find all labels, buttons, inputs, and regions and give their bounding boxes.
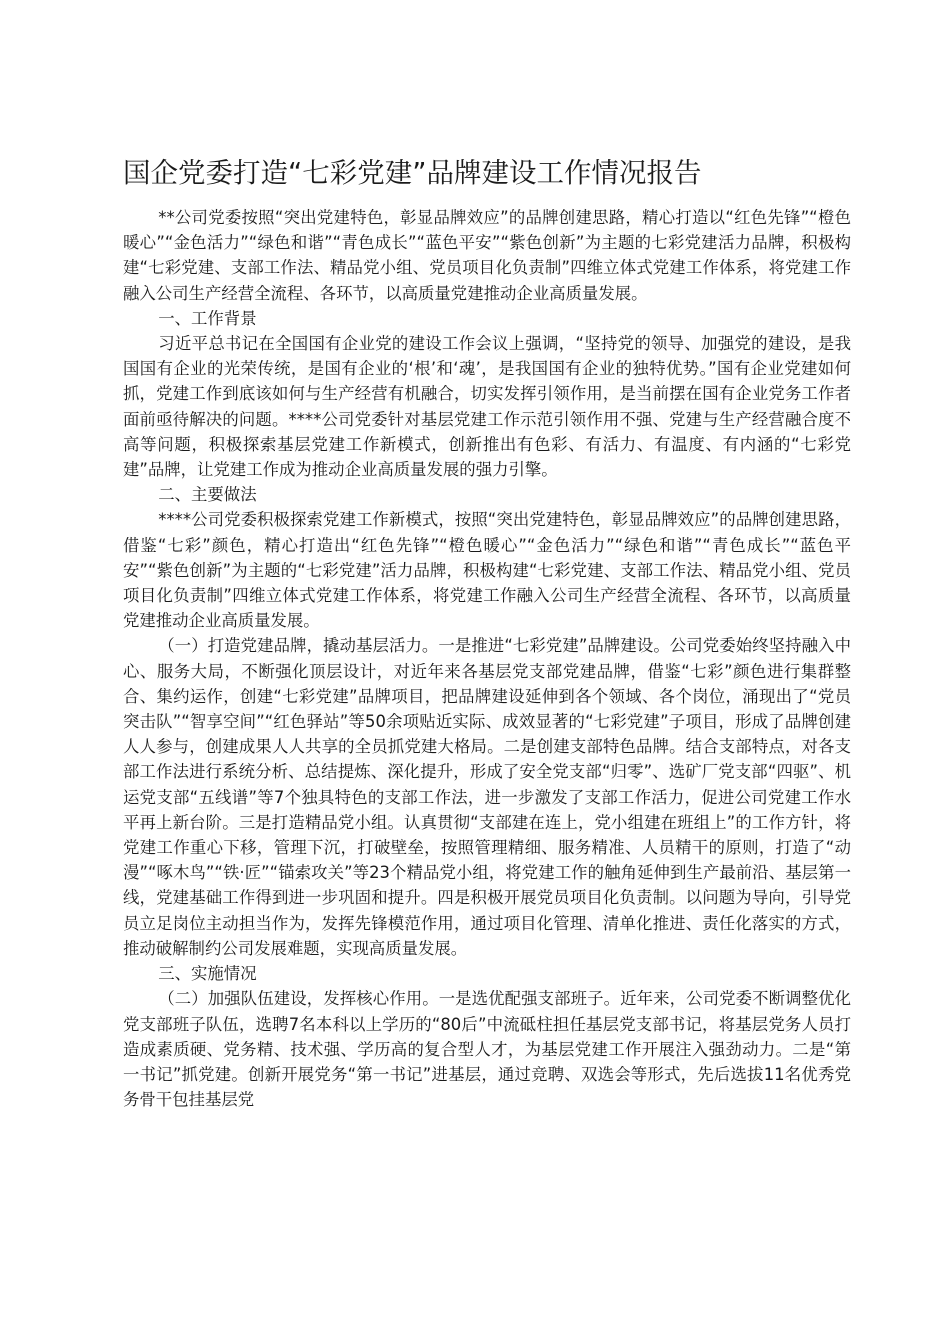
section-heading-practices: 二、主要做法: [158, 485, 257, 505]
section-heading-background: 一、工作背景: [158, 308, 257, 328]
brand-building-paragraph: （一）打造党建品牌，撬动基层活力。一是推进“七彩党建”品牌建设。公司党委始终坚持融入中心、服务大局，不断强化顶层设计，对近年来各基层党支部党建品牌，借鉴“七彩”颜色进行集群整合、集约运作，创建“七彩党建”品牌项目，把品牌建设延伸到各个领域、各个岗位，涌现出了“党员突击队”“智享空间”“红色驿站”等50余项贴近实际、成效显著的“七彩党建”子项目，形成了品牌创建人人参与，创建成果人人共享的全员抓党建大格局。二是创建支部特色品牌。结合支部特点，对各支部工作法进行系统分析、总结提炼、深化提升，形成了安全党支部“归零”、选矿厂党支部“四驱”、机运党支部“五线谱”等7个独具特色的支部工作法，进一步激发了支部工作活力，促进公司党建工作水平再上新台阶。三是打造精品党小组。认真贯彻“支部建在连上，党小组建在班组上”的工作方针，将党建工作重心下移，管理下沉，打破壁垒，按照管理精细、服务精准、人员精干的原则，打造了“动漫”“啄木鸟”“铁·匠”“锚索攻关”等23个精品党小组，将党建工作的触角延伸到生产最前沿、基层第一线，党建基础工作得到进一步巩固和提升。四是积极开展党员项目化负责制。以问题为导向，引导党员立足岗位主动担当作为，发挥先锋模范作用，通过项目化管理、清单化推进、责任化落实的方式，推动破解制约公司发展难题，实现高质量发展。: [123, 636, 851, 958]
intro-paragraph: **公司党委按照“突出党建特色，彰显品牌效应”的品牌创建思路，精心打造以“红色先锋”“橙色暖心”“金色活力”“绿色和谐”“青色成长”“蓝色平安”“紫色创新”为主题的七彩党建活力品牌，积极构建“七彩党建、支部工作法、精品党小组、党员项目化负责制”四维立体式党建工作体系，将党建工作融入公司生产经营全流程、各环节，以高质量党建推动企业高质量发展。: [123, 208, 851, 303]
background-paragraph: 习近平总书记在全国国有企业党的建设工作会议上强调，“坚持党的领导、加强党的建设，是我国国有企业的光荣传统，是国有企业的‘根’和‘魂’，是我国国有企业的独特优势。”国有企业党建如何抓，党建工作到底该如何与生产经营有机融合，切实发挥引领作用，是当前摆在国有企业党务工作者面前亟待解决的问题。****公司党委针对基层党建工作示范引领作用不强、党建与生产经营融合度不高等问题，积极探索基层党建工作新模式，创新推出有色彩、有活力、有温度、有内涵的“七彩党建”品牌，让党建工作成为推动企业高质量发展的强力引擎。: [123, 334, 851, 480]
section-heading-implementation: 三、实施情况: [158, 964, 257, 984]
practices-paragraph: ****公司党委积极探索党建工作新模式，按照“突出党建特色，彰显品牌效应”的品牌创建思路，借鉴“七彩”颜色，精心打造出“红色先锋”“橙色暖心”“金色活力”“绿色和谐”“青色成长”“蓝色平安”“紫色创新”为主题的“七彩党建”活力品牌，积极构建“七彩党建、支部工作法、精品党小组、党员项目化负责制”四维立体式党建工作体系，将党建工作融入公司生产经营全流程、各环节，以高质量党建推动企业高质量发展。: [123, 510, 851, 631]
document-title: 国企党委打造“七彩党建”品牌建设工作情况报告: [123, 157, 702, 189]
team-building-paragraph: （二）加强队伍建设，发挥核心作用。一是选优配强支部班子。近年来，公司党委不断调整优化党支部班子队伍，选聘7名本科以上学历的“80后”中流砥柱担任基层党支部书记，将基层党务人员打造成素质硬、党务精、技术强、学历高的复合型人才，为基层党建工作开展注入强劲动力。二是“第一书记”抓党建。创新开展党务“第一书记”进基层，通过竞聘、双选会等形式，先后选拔11名优秀党务骨干包挂基层党: [123, 989, 851, 1110]
document-body: [123, 205, 851, 1112]
